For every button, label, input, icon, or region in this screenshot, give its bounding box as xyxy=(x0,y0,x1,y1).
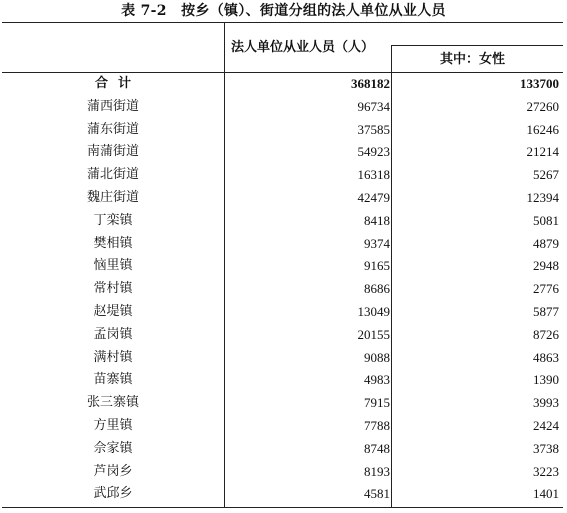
table-row xyxy=(2,164,563,187)
row-employees: 16318 xyxy=(357,167,390,183)
row-name: 武邱乡 xyxy=(93,486,133,502)
row-employees: 9088 xyxy=(364,349,390,365)
table-row xyxy=(2,141,563,164)
row-name: 张三寨镇 xyxy=(86,395,139,411)
row-name: 常村镇 xyxy=(93,281,133,297)
row-employees: 7915 xyxy=(364,395,390,411)
row-name: 孟岗镇 xyxy=(93,326,133,342)
table-row xyxy=(2,119,563,142)
row-female: 16246 xyxy=(526,121,559,137)
row-female: 133700 xyxy=(520,76,559,91)
row-employees: 37585 xyxy=(357,121,390,137)
row-female: 5081 xyxy=(533,212,559,228)
table-row xyxy=(2,347,563,370)
row-name: 蒲东街道 xyxy=(86,121,139,137)
row-employees: 8686 xyxy=(364,281,390,297)
header-employees: 法人单位从业人员（人） xyxy=(231,40,375,55)
row-female: 2424 xyxy=(533,417,559,433)
table-row xyxy=(2,461,563,484)
row-female: 3223 xyxy=(533,463,559,479)
row-employees: 4581 xyxy=(364,486,390,502)
row-employees: 8193 xyxy=(364,463,390,479)
header-female: 其中：女性 xyxy=(440,52,506,67)
row-name: 芦岗乡 xyxy=(93,463,133,479)
row-female: 8726 xyxy=(533,326,559,342)
row-employees: 13049 xyxy=(357,303,390,319)
table-row xyxy=(2,210,563,233)
table-row xyxy=(2,96,563,119)
row-female: 12394 xyxy=(526,189,559,205)
row-female: 2948 xyxy=(533,258,559,274)
row-name: 丁栾镇 xyxy=(93,212,133,228)
table-body xyxy=(2,73,563,506)
row-female: 5877 xyxy=(533,303,559,319)
table-row xyxy=(2,369,563,392)
row-employees: 54923 xyxy=(357,144,390,160)
table-row xyxy=(2,415,563,438)
row-name: 苗寨镇 xyxy=(93,372,133,388)
table-row xyxy=(2,324,563,347)
table-row xyxy=(2,438,563,461)
row-employees: 42479 xyxy=(357,189,390,205)
row-employees: 4983 xyxy=(364,372,390,388)
row-name: 佘家镇 xyxy=(93,440,133,456)
row-name: 方里镇 xyxy=(93,417,133,433)
row-name: 赵堤镇 xyxy=(93,303,133,319)
row-name: 满村镇 xyxy=(93,349,133,365)
row-employees: 8748 xyxy=(364,440,390,456)
bottom-rule xyxy=(2,507,563,508)
row-employees: 8418 xyxy=(364,212,390,228)
table-title: 表 7-2 按乡（镇）、街道分组的法人单位从业人员 xyxy=(121,3,446,19)
row-employees: 7788 xyxy=(364,417,390,433)
table-row xyxy=(2,483,563,506)
table-row xyxy=(2,233,563,256)
row-female: 5267 xyxy=(533,167,559,183)
row-female: 4863 xyxy=(533,349,559,365)
row-name: 蒲西街道 xyxy=(86,98,139,114)
top-rule xyxy=(2,22,563,23)
row-female: 1390 xyxy=(533,372,559,388)
row-name: 魏庄街道 xyxy=(86,189,139,205)
row-female: 27260 xyxy=(526,98,559,114)
row-employees: 20155 xyxy=(357,326,390,342)
row-name: 合计 xyxy=(94,76,141,91)
row-employees: 368182 xyxy=(351,76,390,91)
row-employees: 96734 xyxy=(357,98,390,114)
row-name: 恼里镇 xyxy=(93,258,133,274)
table-row xyxy=(2,301,563,324)
row-employees: 9374 xyxy=(364,235,390,251)
row-name: 南蒲街道 xyxy=(86,144,139,160)
row-female: 2776 xyxy=(533,281,559,297)
row-name: 樊相镇 xyxy=(93,235,133,251)
row-female: 21214 xyxy=(526,144,559,160)
table-row xyxy=(2,255,563,278)
row-female: 4879 xyxy=(533,235,559,251)
table-row xyxy=(2,392,563,415)
row-female: 3993 xyxy=(533,395,559,411)
row-female: 1401 xyxy=(533,486,559,502)
table-row xyxy=(2,278,563,301)
table-row xyxy=(2,187,563,210)
row-female: 3738 xyxy=(533,440,559,456)
subheader-rule xyxy=(391,45,563,46)
row-employees: 9165 xyxy=(364,258,390,274)
row-name: 蒲北街道 xyxy=(86,167,139,183)
table-row-total xyxy=(2,73,563,96)
